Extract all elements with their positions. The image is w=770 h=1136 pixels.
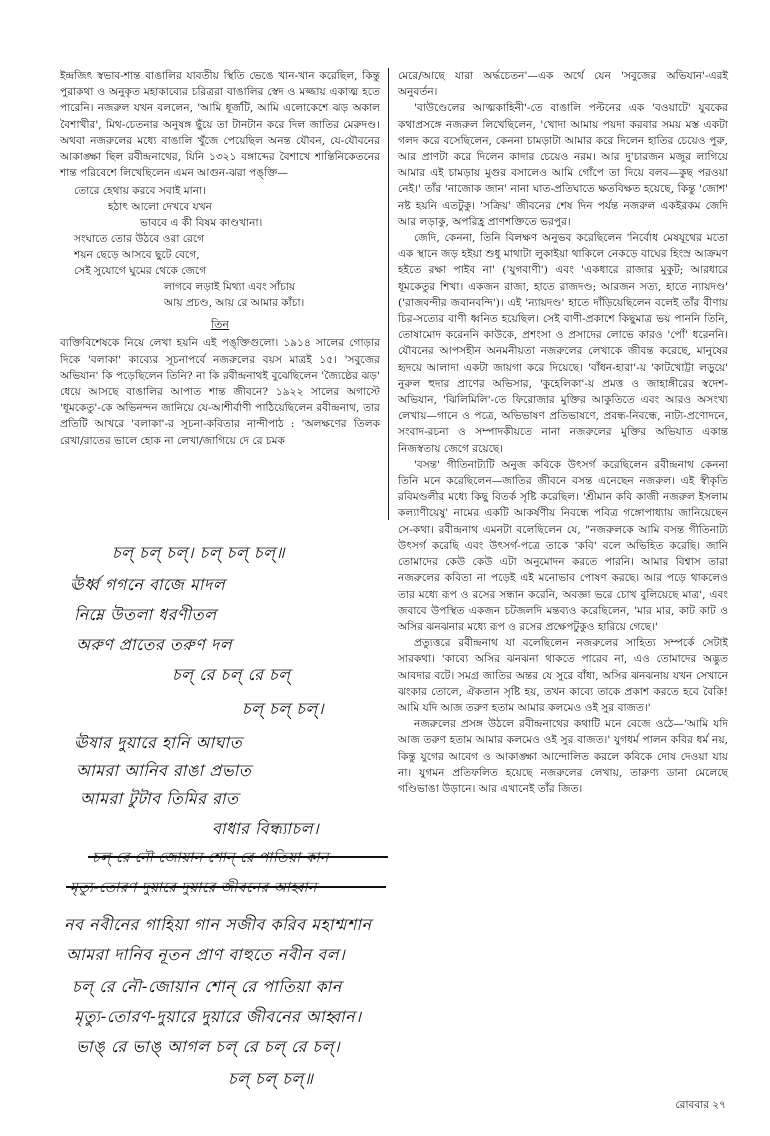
- strike-through: [88, 856, 388, 858]
- poem-line: শয়ন ছেড়ে আসবে ছুটে বেগে,: [74, 249, 200, 262]
- poem-line: হঠাৎ আলো দেখবে যখন: [108, 201, 212, 214]
- section-title: তিন: [211, 318, 229, 332]
- manuscript-line: আমরা আনিব রাঙা প্রভাত: [76, 761, 252, 780]
- right-column: [398, 68, 728, 797]
- manuscript-line: ঊর্ধ্ব গগনে বাজে মাদল: [70, 575, 226, 594]
- manuscript-struck-line: চল্ রে নৌ জোয়ান শোন্ রে পাতিয়া কান: [92, 850, 329, 866]
- manuscript-line: আমরা দানিব নূতন প্রাণ বাহুতে নবীন বল।: [66, 945, 346, 964]
- manuscript-line: ঊষার দুয়ারে হানি আঘাত: [74, 733, 243, 752]
- handwritten-manuscript: [52, 532, 422, 1092]
- manuscript-line: নিম্নে উতলা ধরণীতল: [74, 605, 217, 624]
- poem-line: আয় প্রচণ্ড, আয় রে আমার কাঁচা।: [164, 297, 305, 310]
- manuscript-line: চল্ চল্ চল্॥: [228, 1069, 314, 1088]
- poem-line: ভাববে এ কী বিষম কাণ্ডখানা।: [140, 217, 263, 230]
- manuscript-line: চল্ চল্ চল্। চল্ চল্ চল্॥: [112, 543, 286, 562]
- manuscript-line: চল্ রে নৌ-জোয়ান শোন্ রে পাতিয়া কান: [72, 977, 342, 996]
- manuscript-line: মৃত্যু-তোরণ-দুয়ারে দুয়ারে জীবনের আহ্বান।: [74, 1007, 362, 1026]
- right-paragraph-1: মেরে/আছে যারা অর্দ্ধচেতন'—এক অর্থে যেন 'সবুজের অভিযান'-এরই অনুবর্তন।: [398, 70, 728, 99]
- poem-line: লাগবে লড়াই মিথ্যা এবং সাঁচায়: [164, 281, 296, 294]
- manuscript-line: চল্ চল্ চল্।: [242, 699, 325, 718]
- right-paragraph-6: নজরুলের প্রসঙ্গ উঠলে রবীন্দ্রনাথের কথাটি মনে বেজে ওঠে—'আমি যদি আজ তরুণ হতাম আমার কলমেও ওই সুর বাজত।' যুগধর্ম পালন কবির ধর্ম নয়, কিন্তু যুগের আবেগ ও আকাঙ্ক্ষা আন্দোলিত করলে কবিকে দোষ দেওয়া যায় না। যুগমন প্রতিফলিত হয়েছে নজরুলের লেখায়, তারুণ্য ডানা মেলেছে গণ্ডিভাঙা উড়ানে। আর এখানেই তাঁর জিত।: [398, 718, 728, 795]
- left-paragraph-2: ব্যক্তিবিশেষকে নিয়ে লেখা হয়নি এই পঙ্‌ক্তিগুলো। ১৯১৪ সালের গোড়ার দিকে 'বলাকা' কাব্যের সূচনাপর্বে নজরুলের বয়স মাত্রই ১৫। 'সবুজের অভিযান' কি পড়েছিলেন তিনি? না কি রবীন্দ্রনাথই বুঝেছিলেন 'জ্যৈষ্ঠের ঝড়' ধেয়ে আসছে বাঙালির আপাত শান্ত জীবনে? ১৯২২ সালের অগাস্টে 'ধূমকেতু'-কে অভিনন্দন জানিয়ে যে-আশীর্বাণী পাঠিয়েছিলেন রবীন্দ্রনাথ, তার প্রতিটি আখরে 'বলাকা'-র সূচনা-কবিতার নান্দীপাঠ : 'অলক্ষণের তিলক রেখা/রাতের ভালে হোক না লেখা/জাগিয়ে দে রে চমক: [60, 337, 380, 447]
- right-paragraph-3: জেদি, কেননা, তিনি বিলক্ষণ অনুভব করেছিলেন 'নির্বোধ মেষযূথের মতো এক স্থানে জড় হইয়া শুধু মাথাটা লুকাইয়া থাকিলে নেকড়ে বাঘের হিংস্র আক্রমণ হইতে রক্ষা পাইব না' ('যুগবাণী') এবং 'একধারে রাজার মুকুট; আরধারে ধূমকেতুর শিখা। একজন রাজা, হাতে রাজদণ্ড; আরজন সত্য, হাতে ন্যায়দণ্ড' ('রাজবন্দীর জবানবন্দি')। এই 'ন্যায়দণ্ড' হাতে দাঁড়িয়েছিলেন বলেই তাঁর বীণায় চির-সত্যের বাণী ধ্বনিত হয়েছিল। সেই বাণী-প্রকাশে কিছুমাত্র ভয় পাননি তিনি, তোষামোদ করেননি কাউকে, প্রশংসা ও প্রসাদের লোভে কারও 'পোঁ' ধরেননি। যৌবনের আপসহীন অনমনীয়তা নজরুলের লেখাকে জীবন্ত করেছে, মানুষের হৃদয়ে আলাদা একটা জায়গা করে দিয়েছে। 'বাঁধন-হারা'-য় 'কাটখোট্টা লড়ুয়ে' নুরুল হুদার প্রাণের অভিসার, 'কুহেলিকা'-য় প্রমত্ত ও জাহাঙ্গীরের স্বদেশ-অভিযান, 'ঝিলিমিলি'-তে ফিরোজার মুক্তির আকুতিতে এবং আরও অসংখ্য লেখায়—গানে ও পত্রে, অভিভাষণ প্রতিভাষণে, প্রবন্ধ-নিবন্ধে, নাট্য-প্রণোদনে, সংবাদ-রচনা ও সম্পাদকীয়তে নানা নজরুলের মুক্তির অভিযাত একান্ত নিজস্বতায় জেগে রয়েছে।: [398, 232, 728, 455]
- right-paragraph-4: 'বসন্ত' গীতিনাট্যটি অনুজ কবিকে উৎসর্গ করেছিলেন রবীন্দ্রনাথ কেননা তিনি মনে করেছিলেন—জাতির জীবনে বসন্ত এনেছেন নজরুল। এই স্বীকৃতি রবিমণ্ডলীর মধ্যে কিছু বিতর্ক সৃষ্টি করেছিল। 'শ্রীমান কবি কাজী নজরুল ইসলাম কল্যাণীয়েষু' নামের একটি আকর্ষণীয় নিবন্ধে পবিত্র গঙ্গোপাধ্যায় জানিয়েছেন সে-কথা। রবীন্দ্রনাথ এমনটা বলেছিলেন যে, "নজরুলকে আমি বসন্ত গীতিনাট্য উৎসর্গ করেছি এবং উৎসর্গ-পত্রে তাকে 'কবি' বলে অভিহিত করেছি। জানি তোমাদের কেউ কেউ এটা অনুমোদন করতে পারনি। আমার বিশ্বাস তারা নজরুলের কবিতা না পড়েই এই মনোভাব পোষণ করছে। আর পড়ে থাকলেও তার মধ্যে রূপ ও রসের সন্ধান করেনি, অবজ্ঞা ভরে চোখ বুলিয়েছে মাত্র', এবং জবাবে উপস্থিত একজন চটজলদি মন্তব্যও করেছিলেন, 'মার মার, কাট কাট ও অসির ঝনঝনার মধ্যে রূপ ও রসের প্রক্ষেপটুকুও হারিয়ে গেছে।': [398, 458, 728, 633]
- left-paragraph-1: ইন্দ্রজিৎ স্বভাব-শান্ত বাঙালির যাবতীয় স্থিতি ভেঙে খান-খান করেছিল, কিন্তু পুরাকথা ও অনুকৃত মহাকাব্যের চরিত্ররা বাঙালির স্বেদ ও মজ্জায় একাত্ম হতে পারেনি। নজরুল যখন বললেন, 'আমি ধূর্জটি, আমি এলোকেশে ঝড় অকাল বৈশাখীর', মিথ-চেতনার অনুষঙ্গ ছুঁয়ে তা টানটান করে দিল জাতির মেরুদণ্ড। অথবা নজরুলের মধ্যে বাঙালি খুঁজে পেয়েছিল অনন্ত যৌবন, যে-যৌবনের আকাঙ্ক্ষা ছিল রবীন্দ্রনাথের, যিনি ১৩২১ বঙ্গাব্দের বৈশাখে শান্তিনিকেতনের শান্ত পরিবেশে লিখেছিলেন এমন আগুন-ঝরা পঙ্‌ক্তি—: [60, 70, 380, 180]
- poem-line: সংঘাতে তোর উঠবে ওরা রেগে: [74, 233, 205, 246]
- right-paragraph-5: প্রত্যুত্তরে রবীন্দ্রনাথ যা বলেছিলেন নজরুলের সাহিত্য সম্পর্কে সেটাই সারকথা। 'কাব্যে অসির ঝনঝনা থাকতে পারেব না, এও তোমাদের অদ্ভুত আবদার বটে। সমগ্র জাতির অন্তর যে সুরে বাঁধা, অসির ঝনঝনায় যখন সেখানে ঝংকার তোলে, ঐকতান সৃষ্টি হয়, তখন কাব্যে তাকে প্রকাশ করতে হবে বৈকি! আমি যদি আজ তরুণ হতাম আমার কলমেও ওই সুর বাজত।': [398, 637, 728, 714]
- tagore-poem: [60, 183, 380, 311]
- strike-through: [66, 886, 386, 888]
- manuscript-line: নব নবীনের গাহিয়া গান সজীব করিব মহাশ্মশান: [64, 915, 372, 934]
- manuscript-line: অরুণ প্রাতের তরুণ দল: [76, 635, 233, 654]
- manuscript-struck-line: মৃত্যু-তোরণ দুয়ারে দুয়ারে জীবনের আহ্বান: [70, 880, 317, 896]
- manuscript-line: ভাঙ্ রে ভাঙ্ আগল চল্ রে চল্ রে চল্।: [76, 1037, 341, 1056]
- right-paragraph-2: 'বাউণ্ডেলের আত্মকাহিনী'-তে বাঙালি পল্টনের এক 'বওয়াটে' যুবকের কথাপ্রসঙ্গে নজরুল লিখেছিলেন, 'খোদা আমায় পয়দা করবার সময় মস্ত একটা গলদ করে বসেছিলেন, কেননা চামড়াটা আমার করে দিলেন হাতির চেয়েও পুরু, আর প্রাণটা করে দিলেন কাদার চেয়েও নরম। আর দু'চারজন মজুর লাগিয়ে আমার এই চামড়ায় মুগুর বসালেও আমি গোঁপে তা দিয়ে বলব—কুছ পরওয়া নেই।' তাঁর 'নাজোক জান' নানা ঘাত-প্রতিঘাতে ক্ষতবিক্ষত হয়েছে, কিন্তু 'জোশ' নষ্ট হয়নি এতটুকু। 'সক্রিয়' জীবনের শেষ দিন পর্যন্ত নজরুল একইরকম জেদি আর লড়াকু, অপরিহ্র প্রাণশক্তিতে ভরপুর।: [398, 102, 728, 228]
- manuscript-line: আমরা টুটাব তিমির রাত: [80, 789, 239, 808]
- poem-line: সেই সুযোগে ঘুমের থেকে জেগে: [74, 265, 207, 278]
- page-footer: রোববার ২৭: [675, 1099, 726, 1111]
- left-column: [60, 68, 380, 449]
- column-divider: [388, 68, 389, 520]
- manuscript-line: চল্ রে চল্ রে চল্: [172, 665, 291, 684]
- poem-line: তোরে হেথায় করবে সবাই মানা।: [74, 185, 206, 198]
- manuscript-line: বাধার বিন্ধ্যাচল।: [212, 819, 320, 838]
